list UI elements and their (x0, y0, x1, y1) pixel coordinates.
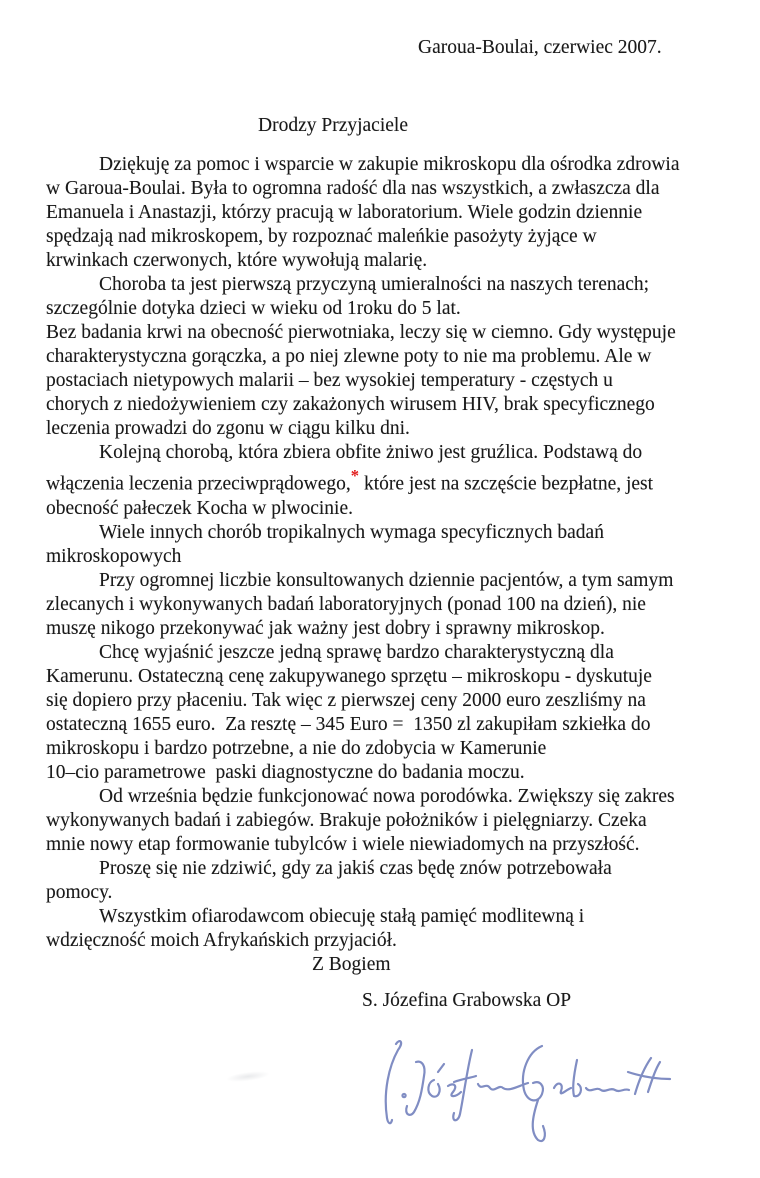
letter-body (46, 153, 736, 977)
body-line: Proszę się nie zdziwić, gdy za jakiś czas będę znów potrzebowała (99, 857, 612, 879)
body-text: które jest na szczęście bezpłatne, jest (359, 473, 654, 495)
body-line: Kamerunu. Ostateczną cenę zakupywanego sprzętu – mikroskopu - dyskutuje (46, 665, 652, 687)
closing-line: Z Bogiem (312, 953, 391, 975)
body-line (46, 465, 736, 497)
body-line: Dziękuję za pomoc i wsparcie w zakupie mikroskopu dla ośrodka zdrowia (99, 154, 680, 175)
body-line: wdzięczność moich Afrykańskich przyjaciół. (46, 929, 397, 951)
body-line: mikroskopu i bardzo potrzebne, a nie do zdobycia w Kamerunie (46, 737, 547, 759)
body-text: włączenia leczenia przeciwprądowego, (46, 473, 351, 495)
letter-date: Garoua-Boulai, czerwiec 2007. (418, 37, 662, 58)
body-line: postaciach nietypowych malarii – bez wysokiej temperatury - częstych u (46, 370, 613, 391)
body-line: Choroba ta jest pierwszą przyczyną umieralności na naszych terenach; (99, 274, 650, 295)
body-line: Emanuela i Anastazji, którzy pracują w laboratorium. Wiele godzin dziennie (46, 202, 643, 223)
body-line: Wiele innych chorób tropikalnych wymaga specyficznych badań (99, 521, 604, 543)
body-line: leczenia prowadzi do zgonu w ciągu kilku dni. (46, 418, 410, 439)
salutation: Drodzy Przyjaciele (258, 115, 408, 136)
body-line: mnie nowy etap formowanie tubylców i wiele niewiadomych na przyszłość. (46, 833, 640, 855)
body-line: zlecanych i wykonywanych badań laboratoryjnych (ponad 100 na dzień), nie (46, 593, 646, 615)
body-line: krwinkach czerwonych, które wywołują malarię. (46, 250, 428, 271)
body-line: Od września będzie funkcjonować nowa porodówka. Zwiększy się zakres (99, 785, 675, 807)
body-line: w Garoua-Boulai. Była to ogromna radość dla nas wszystkich, a zwłaszcza dla (46, 178, 660, 199)
body-line: pomocy. (46, 881, 113, 903)
red-asterisk-annotation: * (350, 466, 360, 485)
body-line: obecność pałeczek Kocha w plwocinie. (46, 497, 353, 519)
body-line: charakterystyczna gorączka, a po niej zlewne poty to nie ma problemu. Ale w (46, 346, 652, 367)
body-line: Chcę wyjaśnić jeszcze jedną sprawę bardzo charakterystyczną dla (99, 641, 614, 663)
body-line: Wszystkim ofiarodawcom obiecuję stałą pamięć modlitewną i (99, 905, 585, 927)
body-line: mikroskopowych (46, 545, 182, 567)
body-line: wykonywanych badań i zabiegów. Brakuje położników i pielęgniarzy. Czeka (46, 809, 647, 831)
body-line: Przy ogromnej liczbie konsultowanych dziennie pacjentów, a tym samym (99, 569, 674, 591)
ink-smudge (226, 1069, 271, 1083)
body-line: się dopiero przy płaceniu. Tak więc z pierwszej ceny 2000 euro zeszliśmy na (46, 689, 646, 711)
body-line: ostateczną 1655 euro. Za resztę – 345 Euro = 1350 zl zakupiłam szkiełka do (46, 713, 651, 735)
typed-signature: S. Józefina Grabowska OP (362, 990, 572, 1011)
handwritten-signature (370, 1030, 682, 1148)
body-line: muszę nikogo przekonywać jak ważny jest dobry i sprawny mikroskop. (46, 617, 605, 639)
body-line: spędzają nad mikroskopem, by rozpoznać maleńkie pasożyty żyjące w (46, 226, 597, 247)
body-line: Bez badania krwi na obecność pierwotniaka, leczy się w ciemno. Gdy występuje (46, 322, 676, 343)
body-line: chorych z niedożywieniem czy zakażonych wirusem HIV, brak specyficznego (46, 394, 655, 415)
body-line: Kolejną chorobą, która zbiera obfite żniwo jest gruźlica. Podstawą do (99, 442, 643, 463)
body-line: szczególnie dotyka dzieci w wieku od 1roku do 5 lat. (46, 298, 461, 319)
body-line: 10–cio parametrowe paski diagnostyczne do badania moczu. (46, 761, 525, 783)
